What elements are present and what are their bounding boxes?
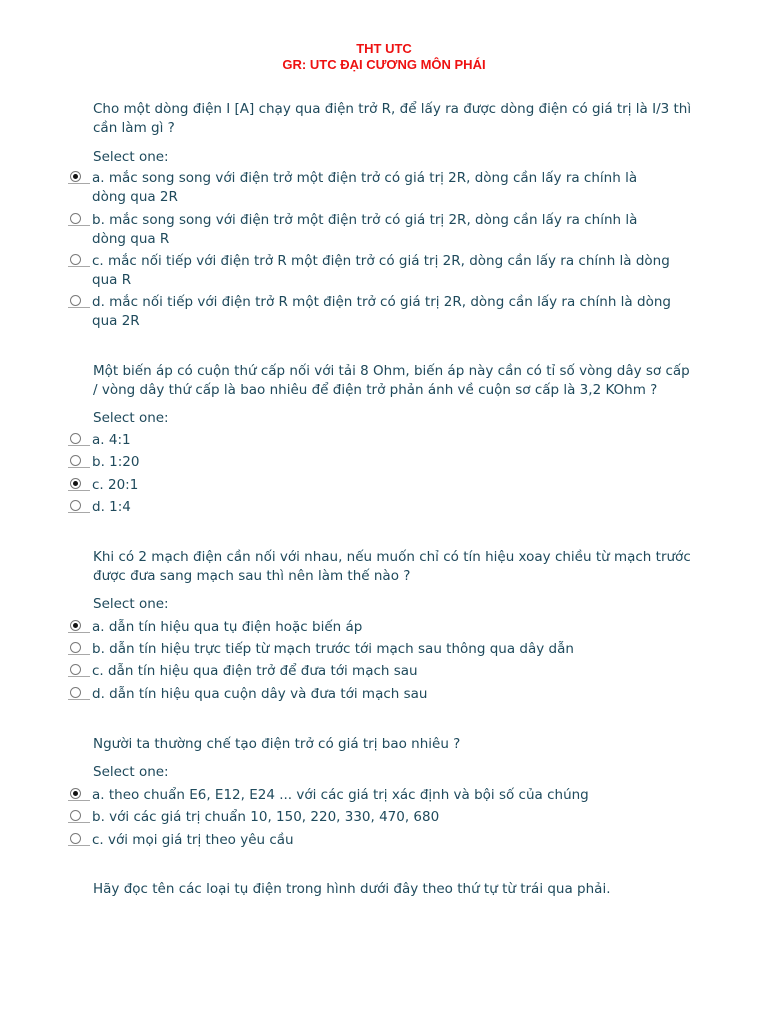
option-label: d. mắc nối tiếp với điện trở R một điện trở có giá trị 2R, dòng cần lấy ra chính là dòng qua 2R <box>92 294 671 329</box>
option-label: a. dẫn tín hiệu qua tụ điện hoặc biến áp <box>92 619 363 635</box>
radio-button[interactable] <box>70 455 81 466</box>
answer-underline <box>68 822 90 823</box>
option-label: b. dẫn tín hiệu trực tiếp từ mạch trước tới mạch sau thông qua dây dẫn <box>92 641 574 657</box>
radio-button[interactable] <box>70 433 81 444</box>
answer-underline <box>68 266 90 267</box>
question-5-text: Hãy đọc tên các loại tụ điện trong hình dưới đây theo thứ tự từ trái qua phải. <box>93 881 611 897</box>
option-label: d. dẫn tín hiệu qua cuộn dây và đưa tới mạch sau <box>92 686 428 702</box>
answer-underline <box>68 632 90 633</box>
question-3-text: Khi có 2 mạch điện cần nối với nhau, nếu muốn chỉ có tín hiệu xoay chiều từ mạch trước được đưa sang mạch sau thì nên làm thế nào ? <box>93 549 691 584</box>
answer-underline <box>68 800 90 801</box>
answer-underline <box>68 183 90 184</box>
radio-button[interactable] <box>70 500 81 511</box>
radio-button[interactable] <box>70 687 81 698</box>
option-label: a. mắc song song với điện trở một điện trở có giá trị 2R, dòng cần lấy ra chính là dòng qua 2R <box>92 170 638 205</box>
question-4-select-label: Select one: <box>93 764 169 780</box>
header-subtitle: GR: UTC ĐẠI CƯƠNG MÔN PHÁI <box>282 57 486 72</box>
answer-underline <box>68 445 90 446</box>
option-label: b. với các giá trị chuẩn 10, 150, 220, 330, 470, 680 <box>92 809 440 825</box>
radio-button[interactable] <box>70 295 81 306</box>
option-label: c. dẫn tín hiệu qua điện trở để đưa tới mạch sau <box>92 663 418 679</box>
radio-button[interactable] <box>70 833 81 844</box>
option-label: a. theo chuẩn E6, E12, E24 ... với các giá trị xác định và bội số của chúng <box>92 787 589 803</box>
answer-underline <box>68 699 90 700</box>
answer-underline <box>68 467 90 468</box>
radio-button-checked[interactable] <box>70 788 81 799</box>
radio-button-checked[interactable] <box>70 478 81 489</box>
answer-underline <box>68 512 90 513</box>
document-header <box>0 41 768 73</box>
answer-underline <box>68 676 90 677</box>
radio-button[interactable] <box>70 810 81 821</box>
question-1-select-label: Select one: <box>93 149 169 165</box>
radio-button[interactable] <box>70 664 81 675</box>
option-label: c. mắc nối tiếp với điện trở R một điện trở có giá trị 2R, dòng cần lấy ra chính là dòng qua R <box>92 253 670 288</box>
question-1-text: Cho một dòng điện I [A] chạy qua điện trở R, để lấy ra được dòng điện có giá trị là I/3 thì cần làm gì ? <box>93 101 692 136</box>
option-label: d. 1:4 <box>92 499 131 515</box>
header-title: THT UTC <box>356 41 412 56</box>
question-3-select-label: Select one: <box>93 596 169 612</box>
radio-button[interactable] <box>70 213 81 224</box>
radio-button-checked[interactable] <box>70 171 81 182</box>
answer-underline <box>68 307 90 308</box>
question-2-select-label: Select one: <box>93 410 169 426</box>
radio-button[interactable] <box>70 254 81 265</box>
answer-underline <box>68 225 90 226</box>
question-2-text: Một biến áp có cuộn thứ cấp nối với tải 8 Ohm, biến áp này cần có tỉ số vòng dây sơ cấp / vòng dây thứ cấp là bao nhiêu để điện trở phản ánh về cuộn sơ cấp là 3,2 KOhm ? <box>93 363 690 398</box>
option-label: b. mắc song song với điện trở một điện trở có giá trị 2R, dòng cần lấy ra chính là dòng qua R <box>92 212 638 247</box>
option-label: b. 1:20 <box>92 454 140 470</box>
question-4-text: Người ta thường chế tạo điện trở có giá trị bao nhiêu ? <box>93 736 461 752</box>
option-label: a. 4:1 <box>92 432 131 448</box>
radio-button[interactable] <box>70 642 81 653</box>
answer-underline <box>68 490 90 491</box>
answer-underline <box>68 654 90 655</box>
radio-button-checked[interactable] <box>70 620 81 631</box>
option-label: c. 20:1 <box>92 477 139 493</box>
answer-underline <box>68 845 90 846</box>
option-label: c. với mọi giá trị theo yêu cầu <box>92 832 294 848</box>
